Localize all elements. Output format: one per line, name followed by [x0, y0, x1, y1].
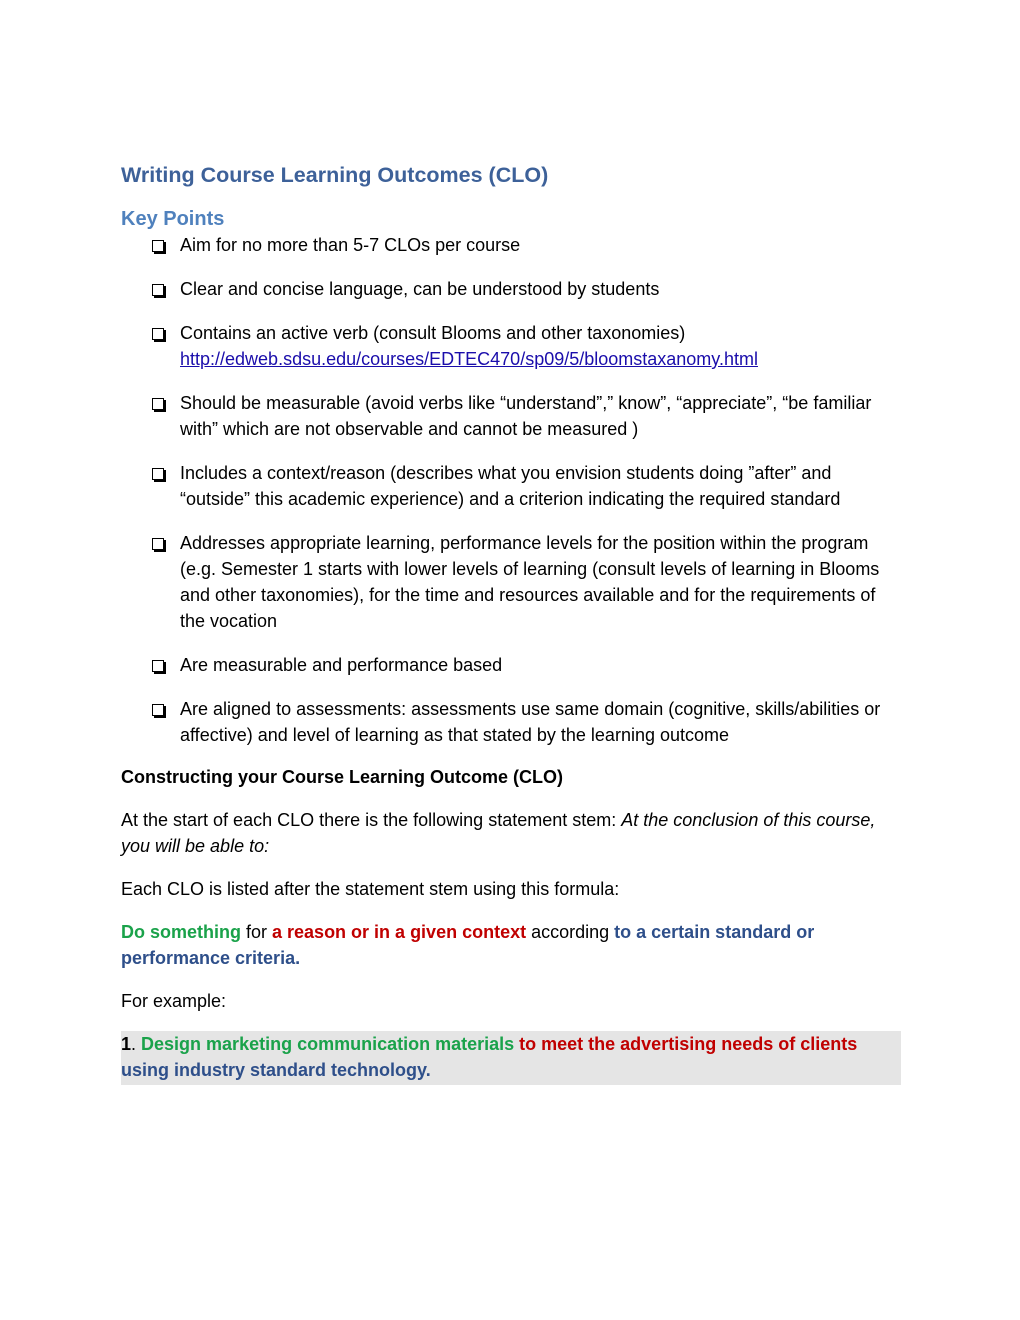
- formula-do-something: Do something: [121, 922, 241, 942]
- checkbox-bullet-icon: [152, 328, 164, 340]
- list-item: [120, 652, 901, 678]
- formula-standard: to a certain standard or performance criteria.: [121, 922, 815, 968]
- checkbox-bullet-icon: [152, 660, 164, 672]
- list-item: [120, 460, 901, 512]
- list-item-text: Clear and concise language, can be understood by students: [180, 279, 660, 299]
- list-item: [120, 696, 901, 748]
- page-title: Writing Course Learning Outcomes (CLO): [121, 163, 549, 187]
- list-item: [120, 530, 901, 634]
- document-content: [121, 160, 901, 1085]
- list-item: [120, 390, 901, 442]
- list-item-text: Includes a context/reason (describes what you envision students doing ”after” and “outside” this academic experience) and a criterion indicating the required standard: [180, 463, 841, 509]
- formula-paragraph: [121, 919, 901, 971]
- blooms-taxonomy-link[interactable]: http://edweb.sdsu.edu/courses/EDTEC470/sp09/5/bloomstaxanomy.html: [180, 349, 758, 369]
- checkbox-bullet-icon: [152, 468, 164, 480]
- key-points-heading: Key Points: [121, 208, 225, 230]
- formula-join-according: according: [526, 922, 615, 942]
- list-item-text: Should be measurable (avoid verbs like “understand”,” know”, “appreciate”, “be familiar with” which are not observable and cannot be measured ): [180, 393, 872, 439]
- list-item-text: Addresses appropriate learning, performance levels for the position within the program (e.g. Semester 1 starts with lower levels of learning (consult levels of learning in Blooms and other taxonomies), for the time and resources available and for the requirements of the vocation: [180, 533, 880, 631]
- formula-join-for: for: [241, 922, 273, 942]
- example-action: Design marketing communication materials: [141, 1034, 515, 1054]
- example-highlight: [121, 1031, 901, 1085]
- list-item-text: Are measurable and performance based: [180, 655, 503, 675]
- list-item-text: Aim for no more than 5-7 CLOs per course: [180, 235, 521, 255]
- checkbox-bullet-icon: [152, 704, 164, 716]
- list-item-text: Contains an active verb (consult Blooms and other taxonomies): [180, 323, 686, 343]
- list-item: [120, 232, 901, 258]
- example-context: to meet the advertising needs of clients: [519, 1034, 858, 1054]
- constructing-heading: Constructing your Course Learning Outcome (CLO): [121, 767, 564, 787]
- formula-reason: a reason or in a given context: [272, 922, 527, 942]
- stem-paragraph: [121, 807, 901, 859]
- checkbox-bullet-icon: [152, 398, 164, 410]
- example-dot: .: [131, 1034, 142, 1054]
- list-item-text: Are aligned to assessments: assessments use same domain (cognitive, skills/abilities or affective) and level of learning as that stated by the learning outcome: [180, 699, 881, 745]
- checkbox-bullet-icon: [152, 240, 164, 252]
- stem-italic: At the conclusion of this course, you will be able to:: [121, 810, 876, 856]
- example-standard: using industry standard technology.: [121, 1060, 431, 1080]
- stem-intro: At the start of each CLO there is the following statement stem:: [121, 810, 622, 830]
- example-number: 1: [121, 1034, 132, 1054]
- list-item: [120, 320, 901, 372]
- example-label: For example:: [121, 991, 227, 1011]
- list-item: [120, 276, 901, 302]
- key-points-list: [121, 232, 901, 748]
- checkbox-bullet-icon: [152, 284, 164, 296]
- formula-intro: Each CLO is listed after the statement stem using this formula:: [121, 879, 620, 899]
- checkbox-bullet-icon: [152, 538, 164, 550]
